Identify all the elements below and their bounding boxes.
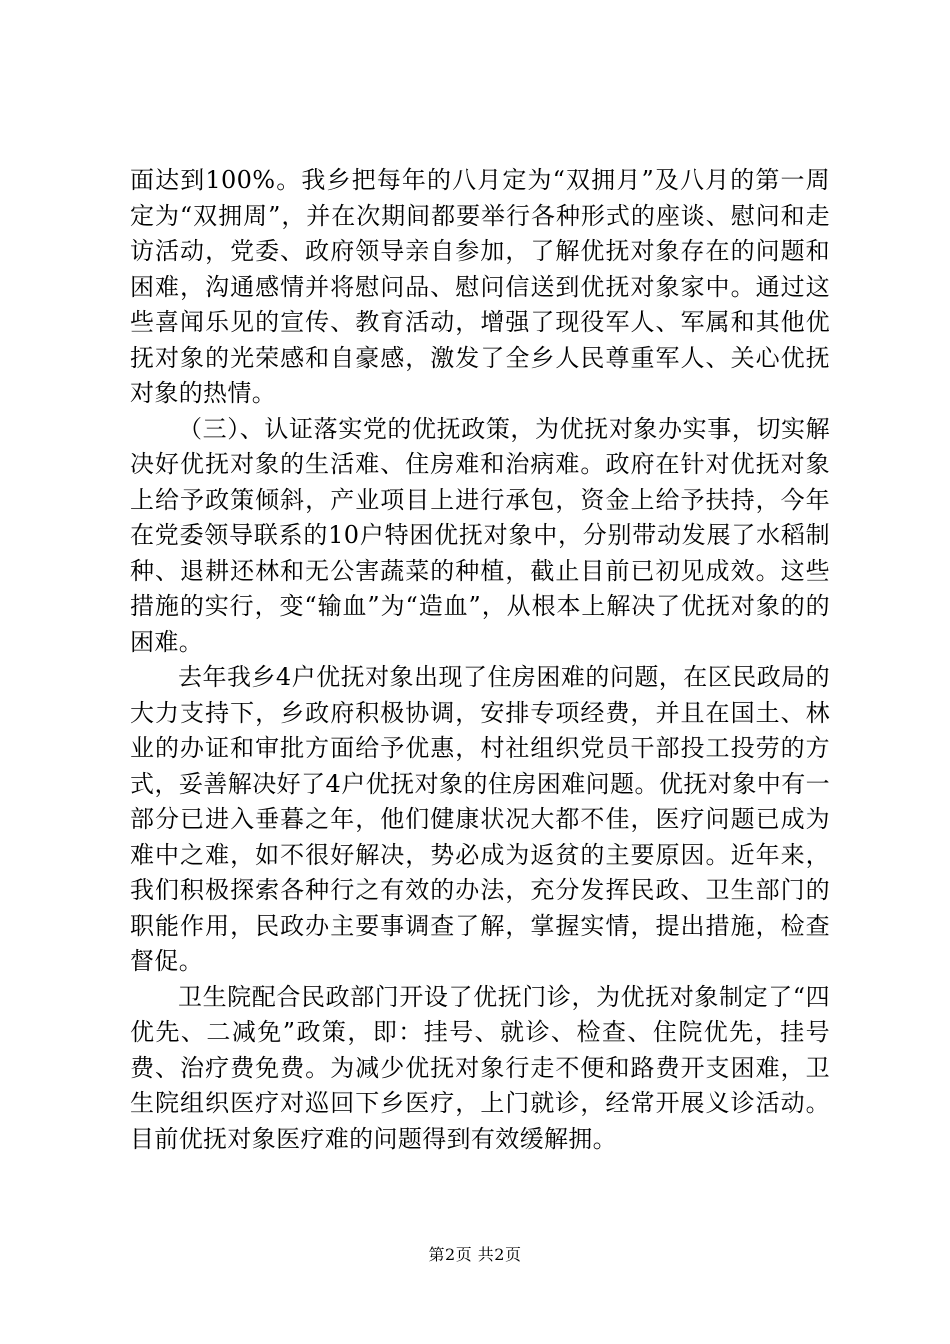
document-body	[130, 163, 830, 1157]
page-number-footer: 第2页 共2页	[428, 1245, 522, 1264]
paragraph-continuation: 面达到100%。我乡把每年的八月定为“双拥月”及八月的第一周定为“双拥周”，并在次期间都要举行各种形式的座谈、慰问和走访活动，党委、政府领导亲自参加，了解优抚对象存在的问题和困难，沟通感情并将慰问品、慰问信送到优抚对象家中。通过这些喜闻乐见的宣传、教育活动，增强了现役军人、军属和其他优抚对象的光荣感和自豪感，激发了全乡人民尊重军人、关心优抚对象的热情。	[130, 166, 830, 407]
paragraph-housing-medical: 去年我乡4户优抚对象出现了住房困难的问题，在区民政局的大力支持下，乡政府积极协调，安排专项经费，并且在国土、林业的办证和审批方面给予优惠，村社组织党员干部投工投劳的方式，妥善解决好了4户优抚对象的住房困难问题。优抚对象中有一部分已进入垂暮之年，他们健康状况大都不佳，医疗问题已成为难中之难，如不很好解决，势必成为返贫的主要原因。近年来，我们积极探索各种行之有效的办法，充分发挥民政、卫生部门的职能作用，民政办主要事调查了解，掌握实情，提出措施，检查督促。	[130, 663, 830, 975]
paragraph-clinic: 卫生院配合民政部门开设了优抚门诊，为优抚对象制定了“四优先、二减免”政策，即：挂号、就诊、检查、住院优先，挂号费、治疗费免费。为减少优抚对象行走不便和路费开支困难，卫生院组织医疗对巡回下乡医疗，上门就诊，经常开展义诊活动。目前优抚对象医疗难的问题得到有效缓解拥。	[130, 982, 830, 1153]
paragraph-section-three: （三）、认证落实党的优抚政策，为优抚对象办实事，切实解决好优抚对象的生活难、住房难和治病难。政府在针对优抚对象上给予政策倾斜，产业项目上进行承包，资金上给予扶持，今年在党委领导联系的10户特困优抚对象中，分别带动发展了水稻制种、退耕还林和无公害蔬菜的种植，截止目前已初见成效。这些措施的实行，变“输血”为“造血”，从根本上解决了优抚对象的的困难。	[130, 414, 830, 656]
